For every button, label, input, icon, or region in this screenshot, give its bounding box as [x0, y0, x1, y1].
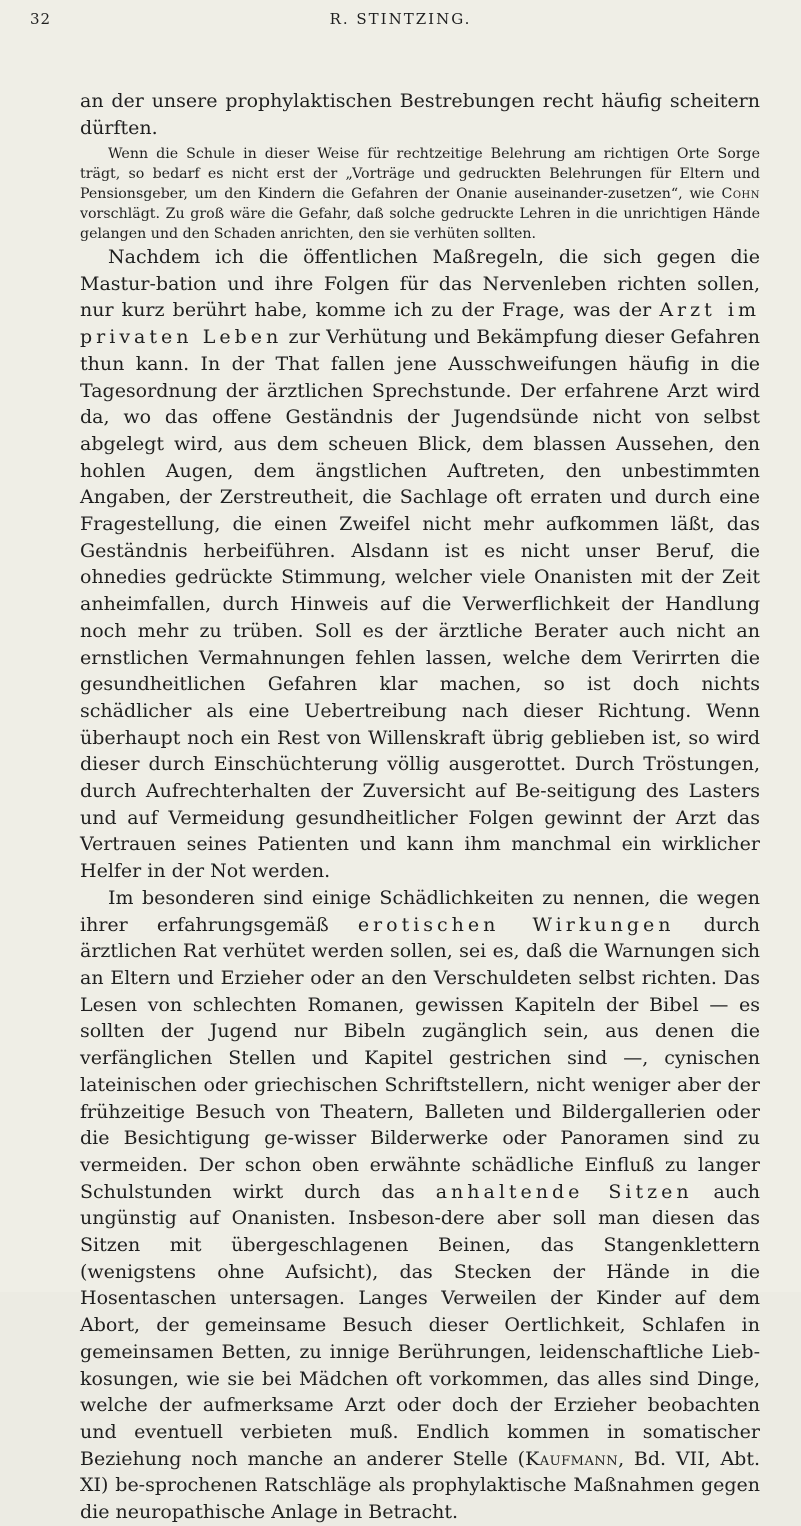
paragraph-text: auch ungünstig auf Onanisten. Insbeson-dere aber soll man diesen das Sitzen mit übergeschlagenen Beinen, das Stangenklettern (wenigstens ohne Aufsicht), das Stecken der Hände in die Hosentaschen untersagen. Langes Verweilen der Kinder auf dem Abort, der gemeinsame Besuch dieser Oertlichkeit, Schlafen in gemeinsamen Betten, zu innige Berührungen, leidenschaftliche Lieb-kosungen, wie sie bei Mädchen oft vorkommen, das alles sind Dinge, welche der aufmerksame Arzt oder doch der Erzieher beobachten und eventuell verbieten muß. Endlich kommen in somatischer Beziehung noch manche an anderer Stelle (: [80, 1180, 760, 1470]
emphasized-phrase: anhaltende Sitzen: [435, 1180, 693, 1203]
page-number: 32: [30, 10, 52, 28]
paragraph-private-physician: [80, 244, 760, 885]
running-header: [30, 10, 771, 32]
paragraph-text: zur Verhütung und Bekämpfung dieser Gefahren thun kann. In der That fallen jene Ausschweifungen häufig in die Tagesordnung der ärztlichen Sprechstunde. Der erfahrene Arzt wird da, wo das offene Geständnis der Jugendsünde nicht von selbst abgelegt wird, aus dem scheuen Blick, dem blassen Aussehen, den hohlen Augen, dem ängstlichen Auftreten, den unbestimmten Angaben, der Zerstreutheit, die Sachlage oft erraten und durch eine Fragestellung, die einen Zweifel nicht mehr aufkommen läßt, das Geständnis herbeiführen. Alsdann ist es nicht unser Beruf, die ohnedies gedrückte Stimmung, welcher viele Onanisten mit der Zeit anheimfallen, durch Hinweis auf die Verwerflichkeit der Handlung noch mehr zu trüben. Soll es der ärztliche Berater auch nicht an ernstlichen Vermahnungen fehlen lassen, welche dem Verirrten die gesundheitlichen Gefahren klar machen, so ist doch nichts schädlicher als eine Uebertreibung nach dieser Richtung. Wenn überhaupt noch ein Rest von Willenskraft übrig geblieben ist, so wird dieser durch Einschüchterung völlig ausgerottet. Durch Tröstungen, durch Aufrechterhalten der Zuversicht auf Be-seitigung des Lasters und auf Vermeidung gesundheitlicher Folgen gewinnt der Arzt das Vertrauen seines Patienten und kann ihm manchmal ein wirklicher Helfer in der Not werden.: [80, 326, 760, 883]
paragraph-text: durch ärztlichen Rat verhütet werden sollen, sei es, daß die Warnungen sich an Eltern und Erzieher oder an den Verschuldeten selbst richten. Das Lesen von schlechten Romanen, gewissen Kapiteln der Bibel — es sollten der Jugend nur Bibeln zugänglich sein, aus denen die verfänglichen Stellen und Kapitel gestrichen sind —, cynischen lateinischen oder griechischen Schriftstellern, nicht weniger aber der frühzeitige Besuch von Theatern, Balleten und Bildergallerien oder die Besichtigung ge-wisser Bilderwerke oder Panoramen sind zu vermeiden. Der schon oben erwähnte schädliche Einfluß zu langer Schulstunden wirkt durch das: [80, 913, 760, 1203]
paragraph-text: Nachdem ich die öffentlichen Maßregeln, die sich gegen die Mastur-bation und ihre Folgen für das Nervenleben richten sollen, nur kurz berührt habe, komme ich zu der Frage, was der: [80, 246, 760, 322]
text-column: [80, 88, 760, 1526]
small-print-text-1: Wenn die Schule in dieser Weise für rechtzeitige Belehrung am richtigen Orte Sorge trägt, so bedarf es nicht erst der „Vorträge und gedruckten Belehrungen für Eltern und Pensionsgeber, um den Kindern die Gefahren der Onanie auseinander-zusetzen“, wie: [80, 146, 760, 202]
paragraph-harmful-influences: [80, 885, 760, 1526]
author-reference-cohn: Cohn: [721, 186, 760, 202]
header-author: R. STINTZING.: [329, 10, 472, 28]
paragraph-text: Im besonderen sind einige Schädlichkeiten zu nennen, die wegen ihrer erfahrungsgemäß: [80, 886, 760, 936]
small-print-paragraph: [80, 144, 760, 244]
emphasized-phrase: erotischen Wirkungen: [357, 913, 675, 936]
paragraph-text: , Bd. VII, Abt. XI) be-sprochenen Ratschläge als prophylaktische Maßnahmen gegen die neuropathische Anlage in Betracht.: [80, 1447, 761, 1524]
author-reference-kaufmann: Kaufmann: [525, 1447, 619, 1470]
emphasized-phrase: Arzt im privaten Leben: [80, 299, 760, 349]
small-print-text-2: vorschlägt. Zu groß wäre die Gefahr, daß solche gedruckte Lehren in die unrichtigen Hände gelangen und den Schaden anrichten, den sie verhüten sollten.: [80, 206, 760, 242]
paragraph-continuation: an der unsere prophylaktischen Bestrebungen recht häufig scheitern dürften.: [80, 90, 760, 139]
